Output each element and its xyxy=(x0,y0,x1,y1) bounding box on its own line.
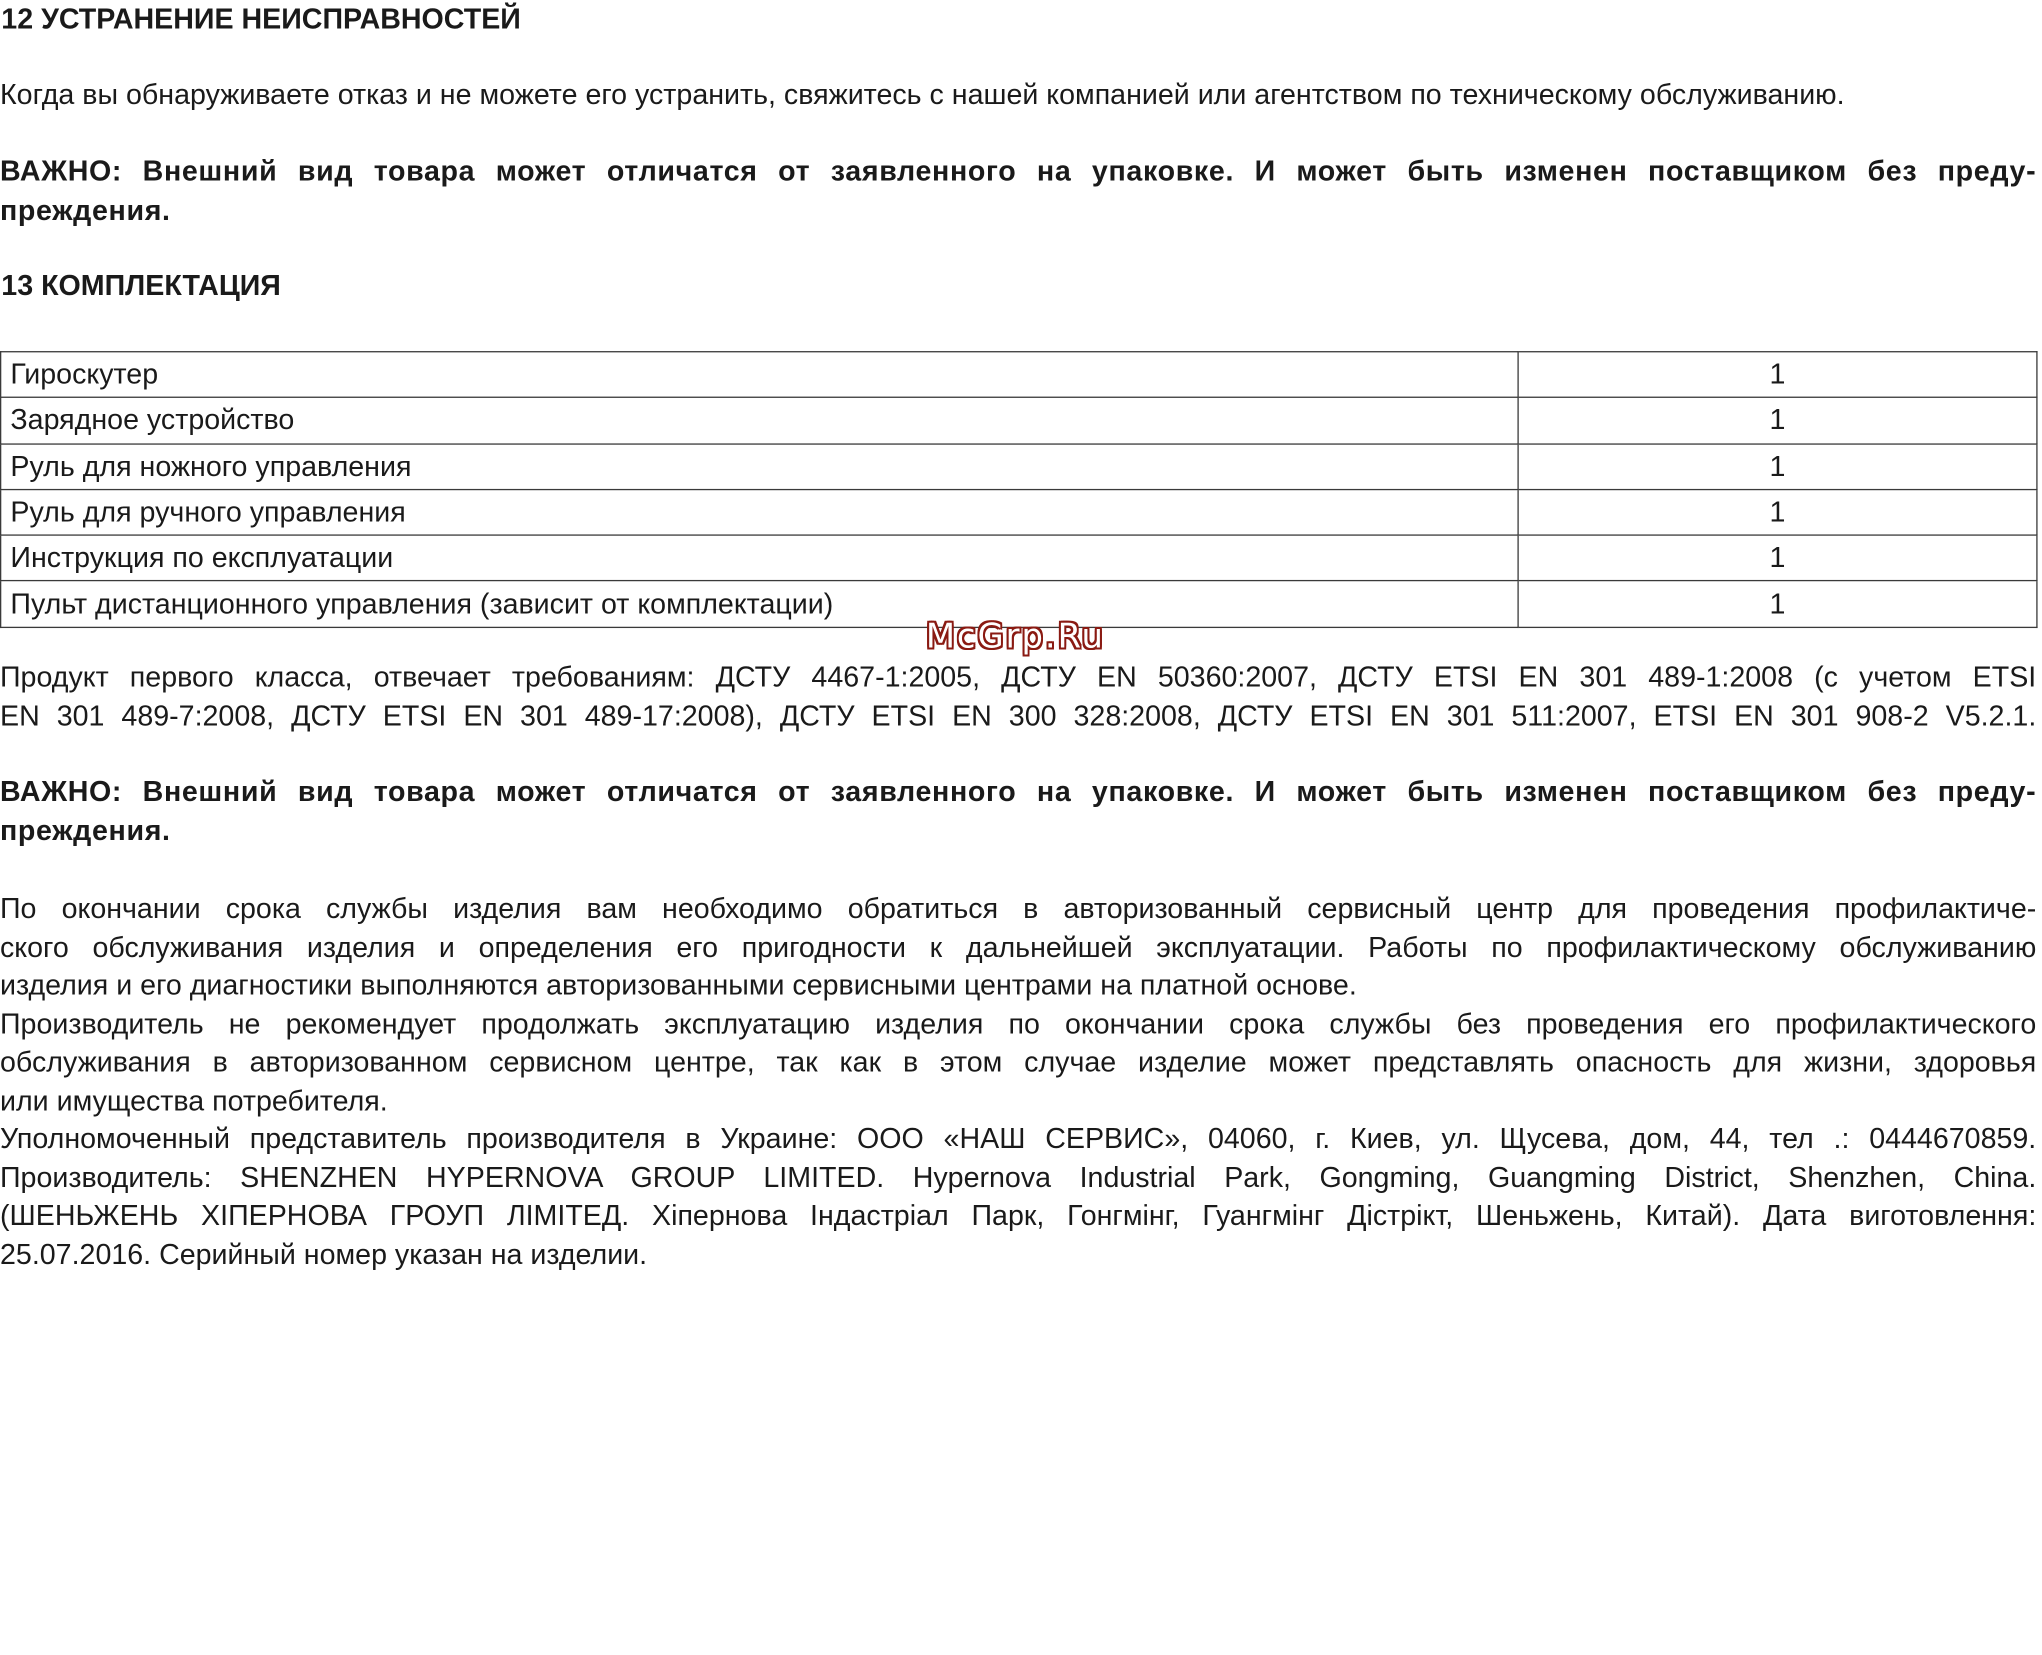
watermark-logo: McGrp.Ru xyxy=(925,617,1105,657)
table-row xyxy=(1,489,2037,535)
standards-line-2: EN 301 489-7:2008, ДСТУ ETSI EN 301 489-17:2008), ДСТУ ETSI EN 300 328:2008, ДСТУ ETSI EN 301 511:2007, ETSI EN 301 908-2 V5.2.1. xyxy=(0,698,2037,732)
important-notice-2-line-1: ВАЖНО: Внешний вид товара может отличатся от заявленного на упаковке. И может быть изменен поставщиком без преду- xyxy=(0,774,2037,808)
table-row xyxy=(1,398,2037,444)
important-notice-1-line-2: преждения. xyxy=(0,193,171,226)
kit-item-name: Гироскутер xyxy=(1,352,1518,398)
service-line: ского обслуживания изделия и определения его пригодности к дальнейшей эксплуатации. Работы по профилактическому обслуживанию xyxy=(0,930,2037,963)
service-line: Производитель не рекомендует продолжать эксплуатацию изделия по окончании срока службы без проведения его профилактического xyxy=(0,1007,2037,1040)
important-notice-1-line-1: ВАЖНО: Внешний вид товара может отличатся от заявленного на упаковке. И может быть изменен поставщиком без преду- xyxy=(0,154,2037,188)
service-line: обслуживания в авторизованном сервисном центре, так как в этом случае изделие может представлять опасность для жизни, здоровья xyxy=(0,1045,2037,1078)
table-row xyxy=(1,444,2037,490)
section-12-text: Когда вы обнаруживаете отказ и не можете его устранить, свяжитесь с нашей компанией или агентством по техническому обслуживанию. xyxy=(0,78,1845,111)
kit-item-name: Руль для ножного управления xyxy=(1,444,1518,490)
kit-item-name: Пульт дистанционного управления (зависит от комплектации) xyxy=(1,581,1518,627)
standards-paragraph xyxy=(0,658,2036,735)
kit-item-qty: 1 xyxy=(1518,444,2037,490)
kit-item-qty: 1 xyxy=(1518,352,2037,398)
section-13-title: 13 КОМПЛЕКТАЦИЯ xyxy=(1,269,281,302)
standards-line-1: Продукт первого класса, отвечает требованиям: ДСТУ 4467-1:2005, ДСТУ EN 50360:2007, ДСТУ ETSI EN 301 489-1:2008 (с учетом ETSI xyxy=(0,660,2037,694)
service-line: (ШЕНЬЖЕНЬ ХІПЕРНОВА ГРОУП ЛІМІТЕД. Хіпернова Індастріал Парк, Гонгмінг, Гуангмінг Дістрікт, Шеньжень, Китай). Дата виготовлення: xyxy=(0,1198,2037,1232)
section-12-title: 12 УСТРАНЕНИЕ НЕИСПРАВНОСТЕЙ xyxy=(1,2,521,36)
important-notice-2 xyxy=(0,772,2036,849)
service-line: По окончании срока службы изделия вам необходимо обратиться в авторизованный сервисный центр для проведения профилактиче- xyxy=(0,892,2037,925)
important-notice-2-line-2: преждения. xyxy=(0,813,171,846)
important-notice-1 xyxy=(0,152,2036,229)
kit-item-qty: 1 xyxy=(1518,581,2037,627)
table-row xyxy=(1,535,2037,581)
service-line: изделия и его диагностики выполняются авторизованными сервисными центрами на платной основе. xyxy=(0,968,1357,1002)
kit-item-name: Руль для ручного управления xyxy=(1,489,1518,535)
kit-item-name: Инструкция по експлуатации xyxy=(1,535,1518,581)
table-row xyxy=(1,352,2037,398)
kit-item-name: Зарядное устройство xyxy=(1,398,1518,444)
service-paragraph xyxy=(0,889,2036,1273)
kit-item-qty: 1 xyxy=(1518,398,2037,444)
kit-table xyxy=(0,351,2038,628)
service-line: или имущества потребителя. xyxy=(0,1083,388,1117)
kit-item-qty: 1 xyxy=(1518,535,2037,581)
service-line: 25.07.2016. Серийный номер указан на изделии. xyxy=(0,1237,648,1270)
service-line: Производитель: SHENZHEN HYPERNOVA GROUP LIMITED. Hypernova Industrial Park, Gongming, Guangming District, Shenzhen, China. xyxy=(0,1160,2037,1194)
kit-item-qty: 1 xyxy=(1518,489,2037,535)
service-line: Уполномоченный представитель производителя в Украине: ООО «НАШ СЕРВИС», 04060, г. Киев, ул. Щусева, дом, 44, тел .: 0444670859. xyxy=(0,1122,2037,1155)
